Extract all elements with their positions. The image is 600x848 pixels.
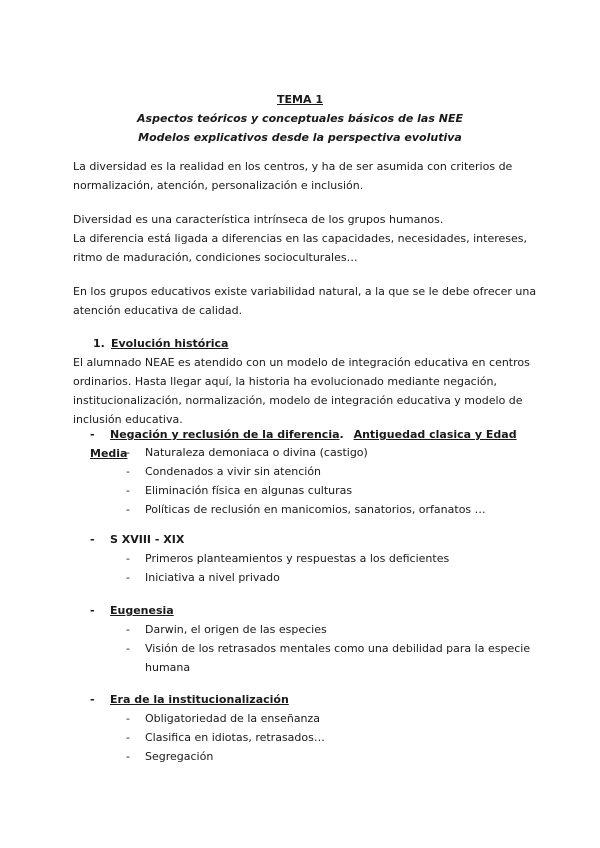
intro-paragraph-2-line-1: Diversidad es una característica intrínseca de los grupos humanos. (73, 213, 444, 226)
bullet-extra: Antiguedad clasica y Edad Media (90, 428, 517, 460)
bullet-sublist (126, 549, 536, 587)
intro-paragraph-3: En los grupos educativos existe variabilidad natural, a la que se le debe ofrecer una atención educativa de calidad. (73, 285, 537, 317)
intro-paragraph-1: La diversidad es la realidad en los centros, y ha de ser asumida con criterios de normalización, atención, personalización e inclusión. (73, 160, 513, 192)
bullet-dash: - (90, 533, 95, 546)
bullet-sublist (126, 443, 536, 519)
list-item: - Condenados a vivir sin atención (126, 462, 536, 481)
intro-paragraph-2-line-2: La diferencia está ligada a diferencias en las capacidades, necesidades, intereses, ritmo de maduración, condiciones socioculturales… (73, 232, 528, 264)
list-item: - Clasifica en idiotas, retrasados… (126, 728, 536, 747)
intro-paragraph-2 (73, 210, 543, 267)
list-item: - Segregación (126, 747, 536, 766)
bullet-heading (90, 690, 530, 709)
bullet-title-suffix: . (339, 428, 344, 441)
bullet-dash: - (90, 604, 95, 617)
list-item: - Naturaleza demoniaca o divina (castigo) (126, 443, 536, 462)
section-title: Evolución histórica (111, 337, 229, 350)
list-item: - Políticas de reclusión en manicomios, sanatorios, orfanatos … (126, 500, 536, 519)
bullet-dash: - (90, 693, 95, 706)
section-body: El alumnado NEAE es atendido con un modelo de integración educativa en centros ordinarios. Hasta llegar aquí, la historia ha evolucionado mediante negación, institucionalización, normalización, modelo de integración educativa y modelo de inclusión educativa. (73, 356, 530, 426)
list-item: - Eliminación física en algunas culturas (126, 481, 536, 500)
bullet-title: Negación y reclusión de la diferencia (110, 428, 340, 441)
document-header (0, 90, 600, 147)
section-heading (93, 334, 228, 353)
bullet-sublist (126, 620, 536, 677)
section-number: 1. (93, 337, 105, 350)
list-item: - Primeros planteamientos y respuestas a los deficientes (126, 549, 536, 568)
bullet-heading (90, 601, 530, 620)
topic-title: TEMA 1 (277, 93, 323, 106)
topic-subtitle-1: Aspectos teóricos y conceptuales básicos de las NEE (137, 112, 463, 125)
bullet-dash: - (90, 428, 95, 441)
list-item: - Iniciativa a nivel privado (126, 568, 536, 587)
bullet-heading (90, 530, 530, 549)
list-item: - Darwin, el origen de las especies (126, 620, 536, 639)
topic-subtitle-2: Modelos explicativos desde la perspectiva evolutiva (138, 131, 462, 144)
bullet-title: S XVIII - XIX (110, 533, 185, 546)
bullet-title: Eugenesia (110, 604, 174, 617)
list-item: - Visión de los retrasados mentales como una debilidad para la especie humana (126, 639, 536, 677)
bullet-sublist (126, 709, 536, 766)
bullet-title: Era de la institucionalización (110, 693, 289, 706)
list-item: - Obligatoriedad de la enseñanza (126, 709, 536, 728)
